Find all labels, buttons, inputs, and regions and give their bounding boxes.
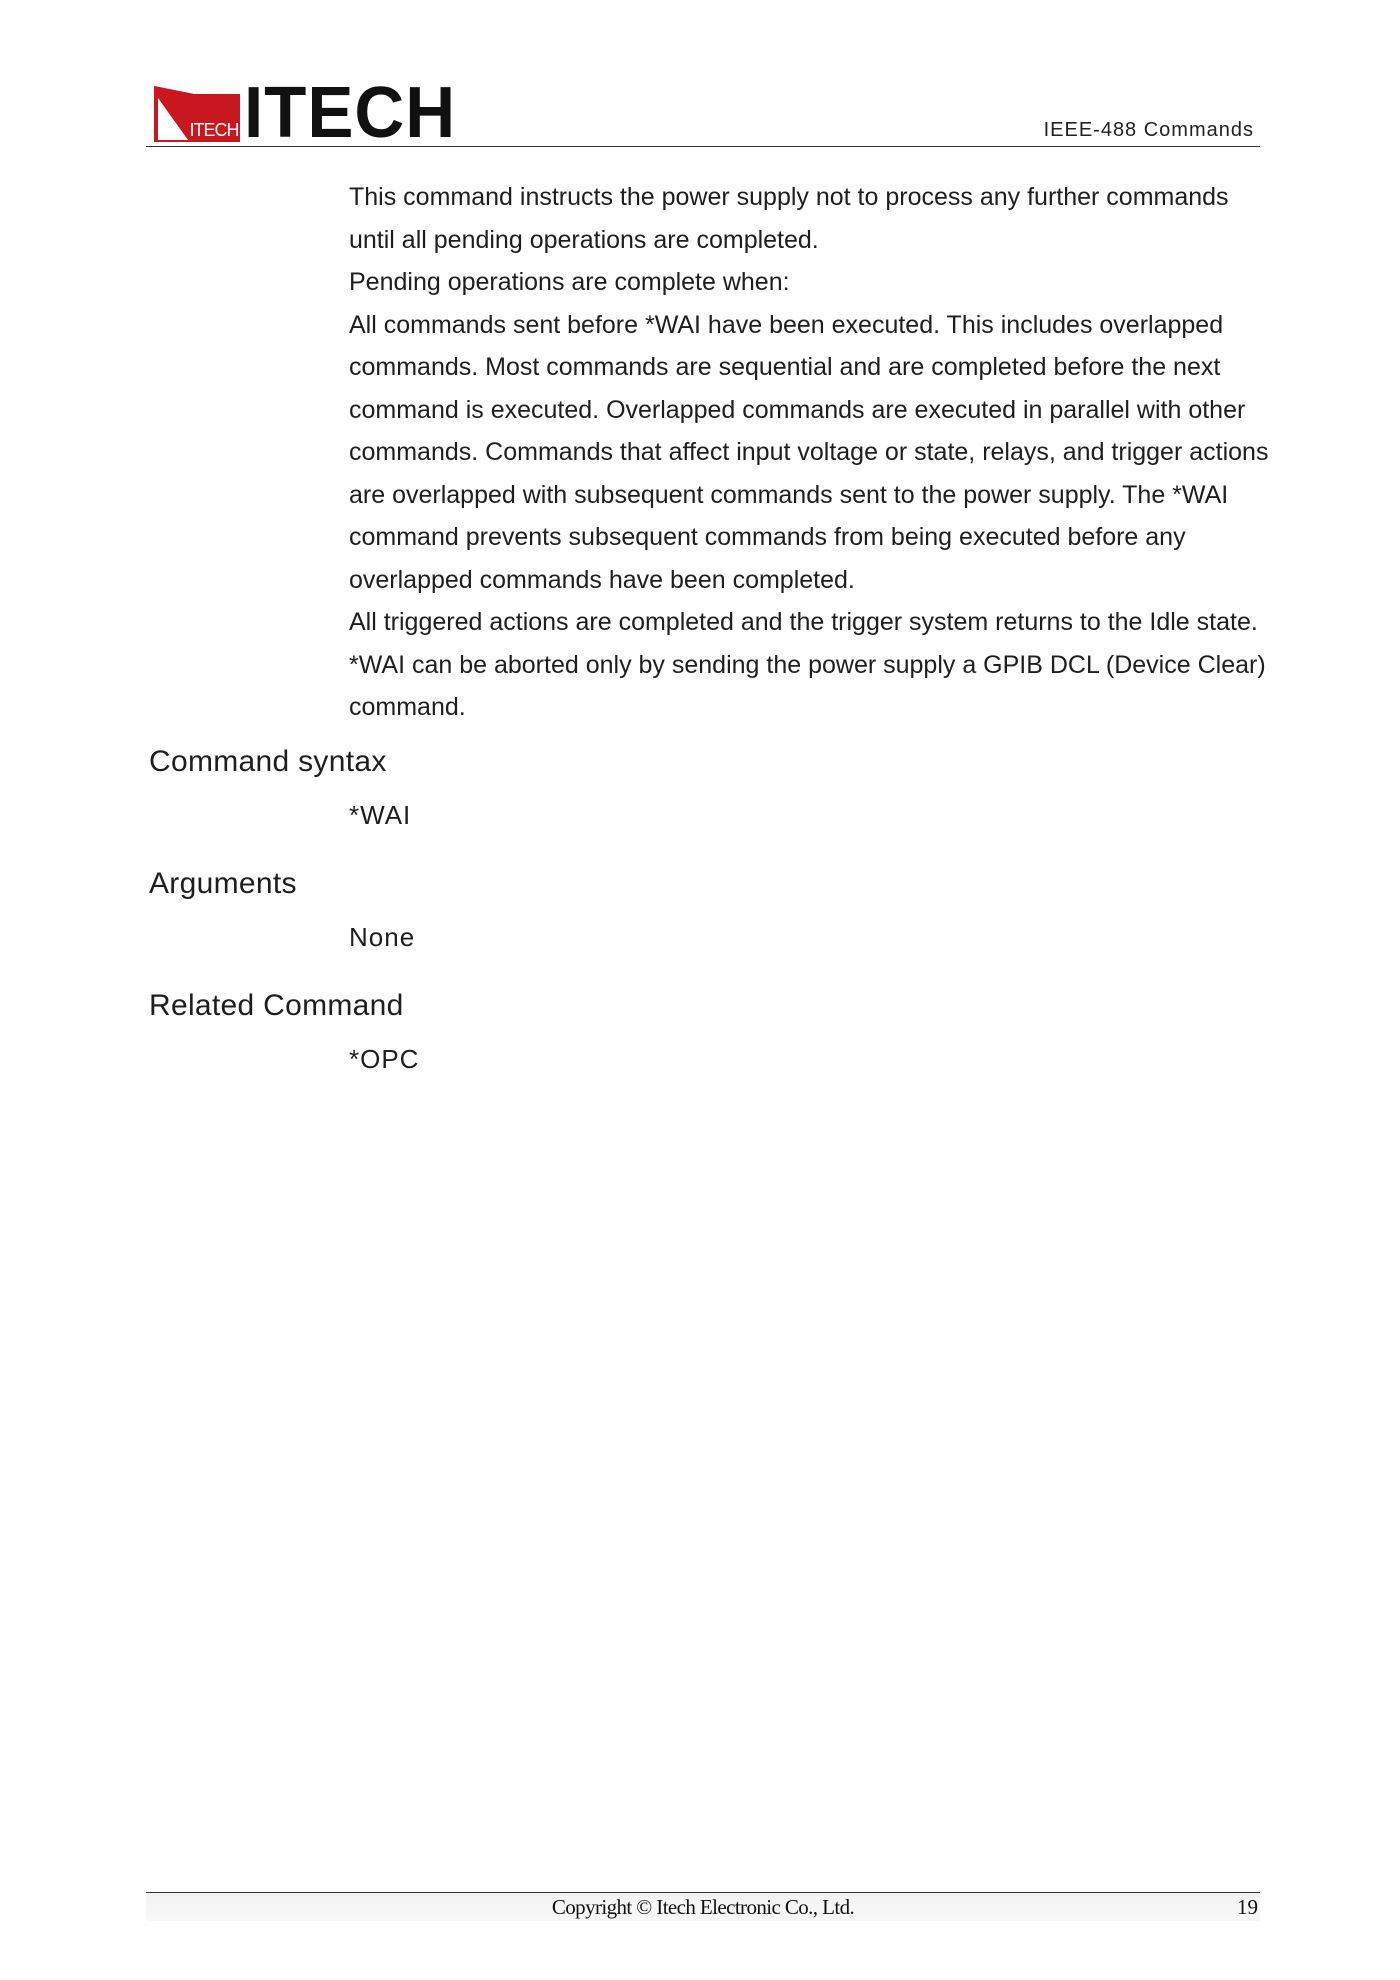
description-paragraph: All triggered actions are completed and the trigger system returns to the Idle state. *WAI can be aborted only by sending the power supply a GPIB DCL (Device Clear) command. [349, 608, 1266, 721]
itech-logo-mark-icon [154, 86, 240, 142]
related-command-value: *OPC [349, 1044, 420, 1074]
itech-logo [154, 73, 465, 153]
command-syntax-value: *WAI [349, 800, 412, 830]
itech-logo-word: ITECH [244, 73, 457, 153]
description-paragraph: All commands sent before *WAI have been executed. This includes overlapped commands. Most commands are sequential and are completed before the next command is executed. Overlapped commands are executed in parallel with other commands. Commands that affect input voltage or state, relays, and trigger actions are overlapped with subsequent commands sent to the power supply. The *WAI command prevents subsequent commands from being executed before any overlapped commands have been completed. [349, 310, 1269, 594]
arguments-value: None [349, 922, 416, 952]
related-command-heading: Related Command [149, 989, 404, 1022]
footer-copyright: Copyright © Itech Electronic Co., Ltd. [551, 1895, 855, 1919]
itech-logo-mark-text: ITECH [189, 120, 239, 140]
command-syntax-heading: Command syntax [149, 745, 387, 778]
page-footer [146, 1892, 1260, 1921]
command-description [349, 176, 1269, 729]
description-paragraph: This command instructs the power supply not to process any further commands until all pending operations are completed. [349, 183, 1229, 254]
header-section-title: IEEE-488 Commands [1043, 119, 1254, 141]
description-paragraph: Pending operations are complete when: [349, 268, 790, 296]
page-header [146, 73, 1260, 153]
arguments-heading: Arguments [149, 867, 297, 900]
footer-page-number: 19 [1237, 1895, 1258, 1919]
